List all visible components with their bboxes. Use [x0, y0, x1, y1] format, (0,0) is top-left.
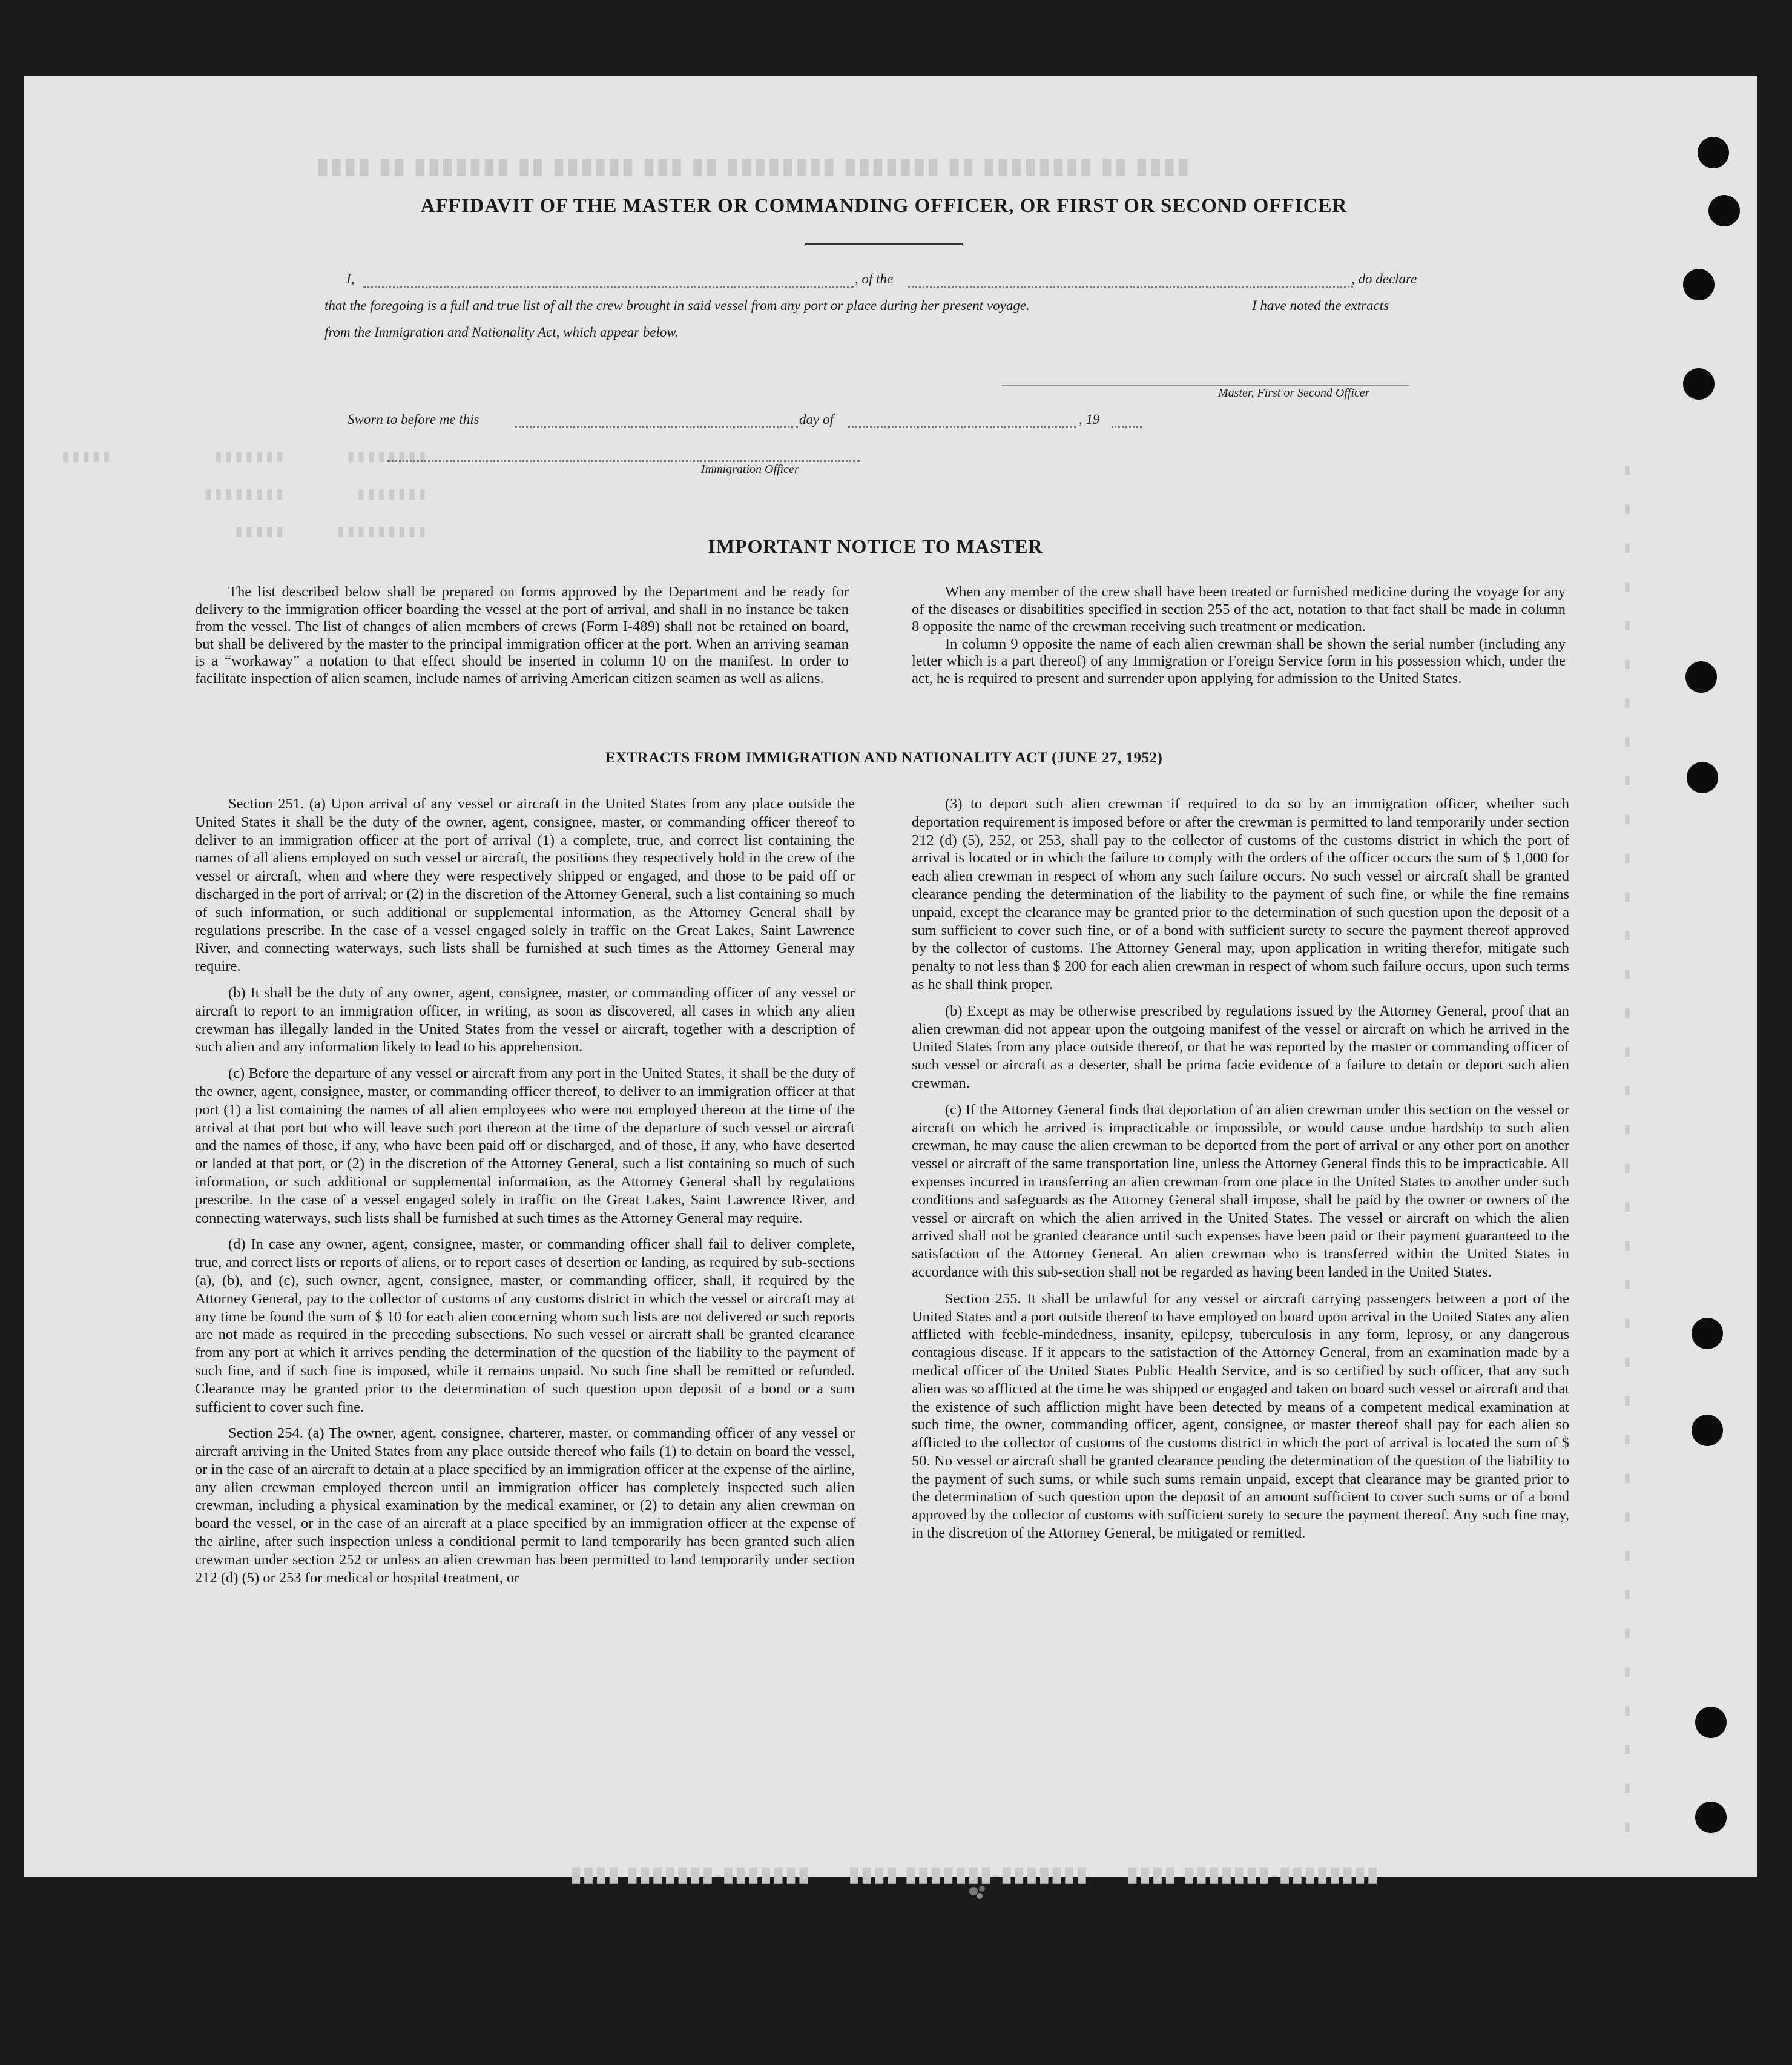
binder-hole — [1698, 137, 1729, 168]
vessel-blank[interactable] — [908, 286, 1353, 288]
show-through-text: ▮▮▮▮ ▮▮ ▮▮▮▮▮▮▮▮ ▮▮ ▮▮▮▮▮▮▮ ▮▮▮▮▮▮▮▮ ▮▮ ▮▮▮ ▮▮▮▮▮▮ ▮▮ ▮▮▮▮▮▮▮ ▮▮ ▮▮▮▮ — [315, 154, 1190, 178]
name-blank[interactable] — [363, 286, 854, 288]
binder-hole — [1685, 661, 1717, 693]
immigration-officer-signature-line[interactable] — [387, 460, 860, 462]
show-through-text: ▮▮▮▮▮▮▮▮ ▮▮▮▮▮▮▮ ▮▮▮▮▮ ▮▮▮▮▮▮▮ ▮▮▮▮▮▮▮▮ ▮▮▮▮▮▮▮▮▮ ▮▮▮▮▮ — [61, 448, 427, 542]
section-254-a: Section 254. (a) The owner, agent, consignee, charterer, master, or commanding officer of any vessel or aircraft arriving in the United States from any place outside thereof who fails (1) to detain on board the vessel, or in the case of an aircraft to detain at a place specified by an immigration officer at the expense of the airline, any alien crewman employed thereon until an immigration officer has completely inspected such alien crewman, including a physical examination by the medical examiner, or (2) to detain any alien crewman on board the vessel, or in the case of an aircraft at a place specified by an immigration officer at the expense of the airline, after such inspection unless a conditional permit to land temporarily has been granted such alien crewman under section 252 or unless an alien crewman has been permitted to land temporarily under section 212 (d) (5) or 253 for medical or hospital treatment, or — [195, 1425, 855, 1586]
affidavit-do-declare: , do declare — [1351, 271, 1417, 286]
binder-hole — [1692, 1318, 1723, 1349]
binder-hole — [1683, 368, 1715, 400]
binder-hole — [1695, 1802, 1727, 1833]
section-251-b: (b) It shall be the duty of any owner, agent, consignee, master, or commanding officer of any vessel or aircraft to report to an immigration officer, in writing, as soon as discovered, all cases in which any alien crewman has illegally landed in the United States from the vessel or aircraft, together with a description of such alien and any information likely to lead to his apprehension. — [195, 984, 855, 1056]
show-through-text: ▮ ▮ ▮ ▮ ▮ ▮ ▮ ▮ ▮ ▮ ▮ ▮ ▮ ▮ ▮ ▮ ▮ ▮ ▮ ▮ ▮ ▮ ▮ ▮ ▮ ▮ ▮ ▮ ▮ ▮ ▮ ▮ ▮ ▮ ▮ ▮ — [1622, 461, 1632, 1836]
binder-hole — [1692, 1415, 1723, 1446]
section-251-a: Section 251. (a) Upon arrival of any vessel or aircraft in the United States from any place outside the United States it shall be the duty of the owner, agent, consignee, master, or commanding officer thereof to deliver to an immigration officer at the port of arrival (1) a complete, true, and correct list containing the names of all aliens employed on such vessel or aircraft, the positions they respectively hold in the crew of the vessel or aircraft, when and where they were respectively shipped or engaged, and those to be paid off or discharged in the port of arrival; or (2) in the discretion of the Attorney General, such a list containing so much of such information, or such additional or supplemental information, as the Attorney General shall by regulations prescribe. In the case of a vessel engaged solely in traffic on the Great Lakes, Saint Lawrence River, and connecting waterways, such lists shall be furnished at such times as the Attorney General may require. — [195, 796, 855, 975]
section-255: Section 255. It shall be unlawful for any vessel or aircraft carrying passengers between a port of the United States and a port outside thereof to have employed on board upon arrival in the United States any alien afflicted with feeble-mindedness, insanity, epilepsy, tuberculosis in any form, leprosy, or any dangerous contagious disease. If it appears to the satisfaction of the Attorney General, from an examination made by a medical officer of the United States Public Health Service, and is so certified by such officer, that any such alien was so afflicted at the time he was shipped or engaged and taken on board such vessel or aircraft and that the existence of such affliction might have been detected by means of a competent medical examination at such time, the owner, commanding officer, agent, consignee, or master thereof shall pay for each alien so afflicted to the collector of customs of the customs district in which the port of arrival is located the sum of $ 50. No vessel or aircraft shall be granted clearance pending the determination of the question of the liability to the payment of such sums, or while such sums remain unpaid, except that clearance may be granted prior to the determination of such question upon the deposit of an amount sufficient to cover such sums or of a bond approved by the collector of customs with sufficient surety to secure the payment thereof. Any such fine may, in the discretion of the Attorney General, be mitigated or remitted. — [912, 1290, 1569, 1542]
sworn-day-blank[interactable] — [515, 426, 798, 428]
scratch-mark — [963, 1880, 996, 1905]
notice-right-paragraph-1: When any member of the crew shall have been treated or furnished medicine during the voyage for any of the diseases or disabilities specified in section 255 of the act, notation to that fact shall be made in column 8 opposite the name of the crewman receiving such treatment or medication. — [912, 584, 1566, 635]
day-of-label: day of — [799, 412, 834, 427]
extracts-right-column — [912, 795, 1569, 1551]
binder-hole — [1683, 269, 1715, 300]
notice-left-paragraph: The list described below shall be prepared on forms approved by the Department and be ready for delivery to the immigration officer boarding the vessel at the port of arrival, and shall in no instance be taken from the vessel. The list of changes of alien members of crews (Form I-489) shall not be retained on board, but shall be delivered by the master to the principal immigration officer at the port. When an arriving seaman is a “workaway” a notation to that effect should be inserted in column 10 on the manifest. In order to facilitate inspection of alien seamen, include names of arriving American citizen seamen as well as aliens. — [195, 584, 849, 687]
section-251-c: (c) Before the departure of any vessel or aircraft from any port in the United States, it shall be the duty of the owner, agent, consignee, master, or commanding officer thereof, to deliver to an immigration officer at that port (1) a list containing the names of all alien employees who were not employed thereon at the time of the arrival at that port but who will leave such port thereon at the time of the departure of such vessel or aircraft and the names of those, if any, who have been paid off or discharged, and of those, if any, who have deserted or landed at that port, or (2) in the discretion of the Attorney General, such a list containing so much of such information, or such additional or supplemental information, as the Attorney General shall by regulations prescribe. In the case of a vessel engaged solely in traffic on the Great Lakes, Saint Lawrence River, and connecting waterways, such lists shall be furnished at such times as the Attorney General may require. — [195, 1065, 855, 1226]
section-254-a-continued: (3) to deport such alien crewman if required to do so by an immigration officer, whether such deportation requirement is imposed before or after the crewman is permitted to land temporarily under section 212 (d) (5), 252, or 253, shall pay to the collector of customs of the customs district in which the port of arrival is located or in which the failure to comply with the orders of the officer occurs the sum of $ 1,000 for each alien crewman in respect of whom any such failure occurs. No such vessel or aircraft shall be granted clearance pending the determination of the liability to the payment of such fine, or while the fine remains unpaid, except the clearance may be granted prior to the determination of such question upon the deposit of a sum sufficient to cover such fine, or of a bond with sufficient surety to secure the payment thereof approved by the collector of customs. The Attorney General may, upon application in writing therefor, mitigate such penalty to not less than $ 200 for each alien crewman in respect of whom such failure occurs, upon such terms as he shall think proper. — [912, 796, 1569, 993]
affidavit-line-2: that the foregoing is a full and true list of all the crew brought in said vessel from any port or place during her present voyage. — [324, 298, 1030, 313]
sworn-month-blank[interactable] — [848, 426, 1076, 428]
affidavit-line-3: from the Immigration and Nationality Act, which appear below. — [324, 325, 679, 340]
sworn-label: Sworn to before me this — [348, 412, 479, 427]
section-254-b: (b) Except as may be otherwise prescribed by regulations issued by the Attorney General, proof that an alien crewman did not appear upon the outgoing manifest of the vessel or aircraft on which he arrived in the United States from any place outside thereof, or that he was reported by the master or commanding officer of such vessel or aircraft as a deserter, shall be prima facie evidence of a failure to detain or deport such alien crewman. — [912, 1002, 1569, 1091]
section-254-c: (c) If the Attorney General finds that deportation of an alien crewman under this section on the vessel or aircraft on which he arrived is impracticable or impossible, or would cause undue hardship to such alien crewman, he may cause the alien crewman to be deported from the port of arrival or any other port on another vessel or aircraft of the same transportation line, unless the Attorney General finds this to be impracticable. All expenses incurred in transferring an alien crewman from one place in the United States to another under such conditions and safeguards as the Attorney General shall impose, shall be paid by the owner or owners of the vessel or aircraft on which the alien arrived in the United States. The vessel or aircraft on which the alien arrived shall not be granted clearance until such expenses have been paid or their payment guaranteed to the satisfaction of the Attorney General. An alien crewman who is transferred within the United States in accordance with this sub-section shall not be regarded as having been landed in the United States. — [912, 1101, 1569, 1280]
sworn-year-blank[interactable] — [1112, 426, 1142, 428]
affidavit-title: AFFIDAVIT OF THE MASTER OR COMMANDING OFFICER, OR FIRST OR SECOND OFFICER — [420, 195, 1348, 217]
notice-title: IMPORTANT NOTICE TO MASTER — [708, 535, 1043, 557]
title-rule — [805, 243, 963, 245]
section-251-d: (d) In case any owner, agent, consignee, master, or commanding officer shall fail to deliver complete, true, and correct lists or reports of aliens, or to report cases of desertion or landing, as required by sub-sections (a), (b), and (c), such owner, agent, consignee, master, or commanding officer, shall, if required by the Attorney General, pay to the collector of customs of any customs district in which the vessel or aircraft may at any time be found the sum of $ 10 for each alien concerning whom such lists are not delivered or such reports are not made as required in the preceding subsections. No such vessel or aircraft shall be granted clearance from any port at which it arrives pending the determination of the question of the liability to the payment of such fine, and if such fine is imposed, while it remains unpaid. No such fine shall be remitted or refunded. Clearance may be granted prior to the determination of such question upon deposit of a bond or a sum sufficient to cover such fine. — [195, 1236, 855, 1415]
show-through-text: ▮▮▮▮▮▮▮▮-▮▮▮▮▮▮▮ ▮▮▮▮ ▮▮▮▮▮▮▮-▮▮▮▮▮▮▮ ▮▮▮▮ ▮▮▮▮▮▮▮-▮▮▮▮▮▮▮ ▮▮▮▮ — [569, 1863, 1379, 1886]
notice-right-paragraph-2: In column 9 opposite the name of each alien crewman shall be shown the serial number (including any letter which is a part thereof) of any Immigration or Foreign Service form in his possession which, under the act, he is required to present and surrender upon applying for admission to the United States. — [912, 635, 1566, 687]
master-signature-caption: Master, First or Second Officer — [1218, 386, 1370, 400]
affidavit-of-the-label: , of the — [855, 271, 894, 286]
affidavit-i-label: I, — [346, 271, 355, 286]
binder-hole — [1695, 1707, 1727, 1738]
extracts-left-column — [195, 795, 855, 1595]
notice-right-column — [912, 584, 1566, 687]
notice-left-column — [195, 584, 849, 687]
affidavit-line-2-right: I have noted the extracts — [1252, 298, 1389, 313]
extracts-title: EXTRACTS FROM IMMIGRATION AND NATIONALITY ACT (JUNE 27, 1952) — [605, 750, 1163, 766]
year-label: , 19 — [1079, 412, 1100, 427]
immigration-officer-caption: Immigration Officer — [701, 463, 799, 476]
